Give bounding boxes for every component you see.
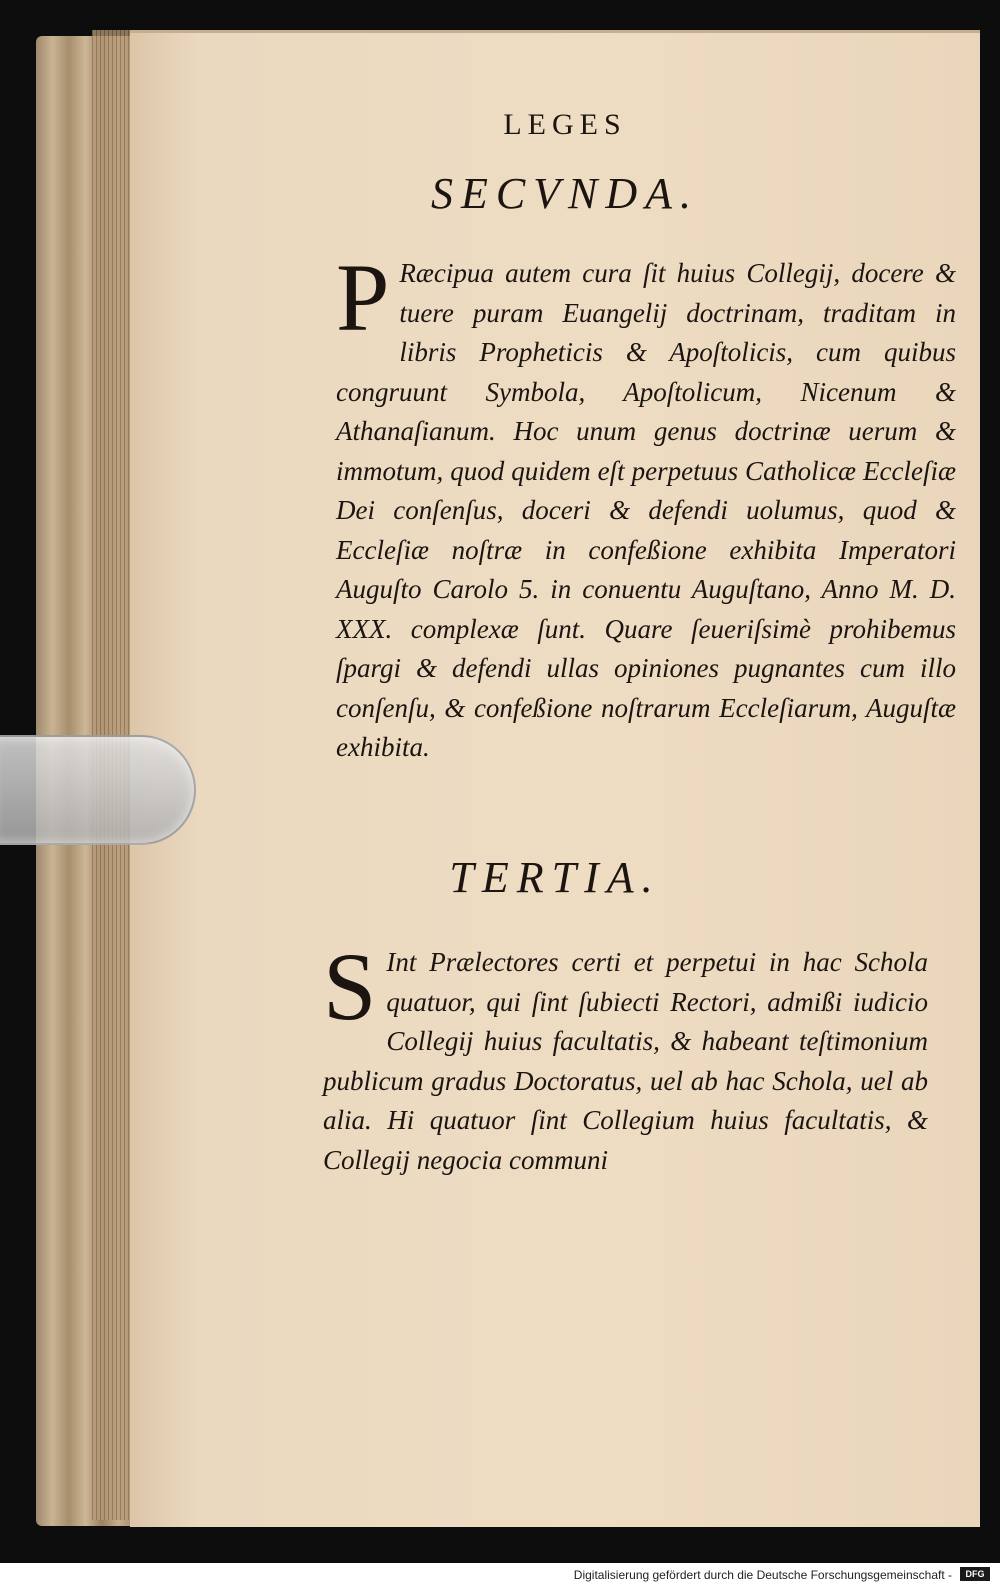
page-top-edge bbox=[130, 30, 980, 33]
section-text-tertia bbox=[323, 933, 928, 1180]
dropcap-s: S bbox=[323, 933, 377, 1040]
section-heading-tertia: TERTIA. bbox=[449, 853, 661, 902]
section-heading-secunda: SECVNDA. bbox=[430, 169, 700, 218]
paragraph-body: Ræcipua autem cura ſit huius Collegij, docere & tuere puram Euangelij doctrinam, traditam in libris Propheticis & Apoſtolicis, cum quibus congruunt Symbola, Apoſtolicum, Nicenum & Athanaſianum. Hoc unum genus doctrinæ uerum & immotum, quod quidem eſt perpetuus Catholicæ Eccleſiæ Dei conſenſus, doceri & defendi uolumus, quod & Eccleſiæ noſtræ in confeßione exhibita Imperatori Auguſto Carolo 5. in conuentu Auguſtano, Anno M. D. XXX. complexæ ſunt. Quare ſeueriſsimè prohibemus ſpargi & defendi ullas opiniones pugnantes cum illo conſenſu, & confeßione noſtrarum Eccleſiarum, Auguſtæ exhibita. bbox=[336, 258, 956, 762]
dropcap-p: P bbox=[336, 244, 390, 351]
section-text-secunda bbox=[336, 244, 956, 768]
funding-credit: Digitalisierung gefördert durch die Deutsche Forschungsgemeinschaft - bbox=[573, 1568, 952, 1582]
page-clip bbox=[0, 735, 196, 845]
running-head: LEGES bbox=[503, 108, 627, 141]
dfg-logo: DFG bbox=[960, 1567, 990, 1581]
paragraph-body: Int Prælectores certi et perpetui in hac Schola quatuor, qui ſint ſubiecti Rectori, admißi iudicio Collegij huius facultatis, & habeant teſtimonium publicum gradus Doctoratus, uel ab hac Schola, uel ab alia. Hi quatuor ſint Collegium huius facultatis, & Collegij negocia communi bbox=[323, 947, 928, 1175]
